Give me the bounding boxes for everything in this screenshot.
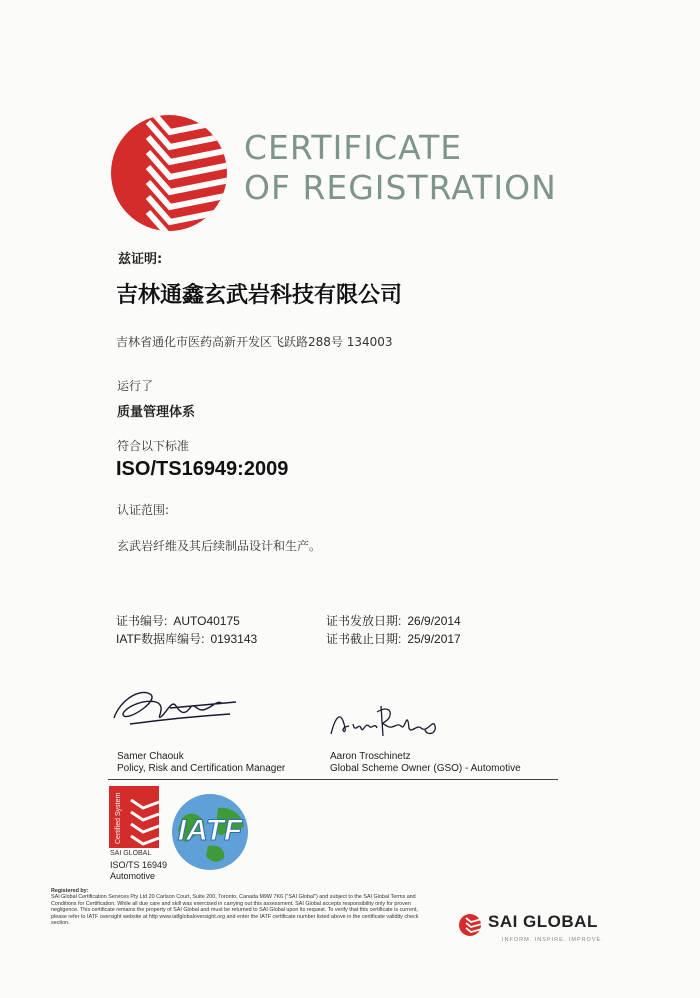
title-line-2: OF REGISTRATION bbox=[244, 168, 557, 207]
expiry-date-label: 证书截止日期: bbox=[326, 632, 402, 646]
system-name: 质量管理体系 bbox=[117, 405, 196, 420]
signer-1-name: Samer Chaouk bbox=[117, 751, 184, 762]
conforms-label: 符合以下标准 bbox=[117, 439, 190, 453]
iatf-globe-logo-icon bbox=[160, 788, 260, 873]
brand-tagline: INFORM. INSPIRE. IMPROVE. bbox=[502, 937, 604, 943]
issue-date-field bbox=[326, 612, 461, 629]
scope-label: 认证范围: bbox=[117, 503, 170, 517]
certificate-number-value: AUTO40175 bbox=[173, 614, 240, 628]
signer-1 bbox=[117, 751, 285, 775]
sai-global-logo-icon bbox=[458, 913, 482, 937]
signer-2-name: Aaron Troschinetz bbox=[330, 751, 411, 762]
signer-2-role: Global Scheme Owner (GSO) - Automotive bbox=[330, 763, 521, 774]
brand-name: SAI GLOBAL bbox=[488, 912, 598, 931]
signer-2 bbox=[330, 751, 521, 775]
standard-name: ISO/TS16949:2009 bbox=[116, 458, 289, 480]
certified-system-badge-icon bbox=[109, 786, 159, 848]
certificate-number-label: 证书编号: bbox=[116, 614, 168, 628]
iatf-number-label: IATF数据库编号: bbox=[116, 632, 205, 646]
signature-aaron-troschinetz bbox=[327, 698, 447, 744]
certified-standard-line-1: ISO/TS 16949 bbox=[110, 860, 168, 870]
fine-print-heading: Registered by: bbox=[51, 888, 89, 894]
certified-standard-line-2: Automotive bbox=[110, 871, 156, 881]
svg-text:IATF: IATF bbox=[177, 814, 243, 847]
hereby-label: 兹证明: bbox=[118, 252, 163, 267]
divider bbox=[108, 779, 558, 780]
badge-text: Certified System bbox=[115, 792, 122, 844]
badge-brand: SAI GLOBAL bbox=[110, 850, 152, 857]
issue-date-label: 证书发放日期: bbox=[326, 614, 402, 628]
signature-samer-chaouk bbox=[110, 680, 240, 730]
company-address: 吉林省通化市医药高新开发区飞跃路288号 134003 bbox=[116, 335, 393, 349]
certified-standard bbox=[110, 860, 167, 882]
fine-print-text: SAI Global Certification Services Pty Ltd 20 Carlson Court, Suite 200, Toronto, Canada M9W 7K6 ("SAI Global") and subject to the SAI Global Terms and Conditions for Certification. While all due care and skill was exercised in carrying out this assessment, SAI Global accepts responsibility only for proven negligence. This certificate remains the property of SAI Global and must be returned to SAI Global upon its request. To verify that this certificate is current, please refer to IATF oversight website at http www.iatfglobaloversight.org and enter the IATF certificate number listed above in the certificate validity check section. bbox=[51, 894, 419, 927]
expiry-date-field bbox=[326, 630, 461, 647]
expiry-date-value: 25/9/2017 bbox=[407, 632, 461, 646]
title-line-1: CERTIFICATE bbox=[244, 128, 463, 167]
sai-global-sphere-logo-icon bbox=[108, 112, 230, 234]
registration-fine-print bbox=[51, 888, 431, 926]
signer-1-role: Policy, Risk and Certification Manager bbox=[117, 763, 286, 774]
iatf-number-field bbox=[116, 630, 257, 647]
issue-date-value: 26/9/2014 bbox=[407, 614, 461, 628]
operates-label: 运行了 bbox=[117, 379, 154, 393]
iatf-number-value: 0193143 bbox=[210, 632, 258, 646]
scope-text: 玄武岩纤维及其后续制品设计和生产。 bbox=[117, 539, 322, 553]
company-name: 吉林通鑫玄武岩科技有限公司 bbox=[116, 283, 403, 308]
certificate-title bbox=[244, 128, 557, 208]
certificate-number-field bbox=[116, 612, 240, 629]
